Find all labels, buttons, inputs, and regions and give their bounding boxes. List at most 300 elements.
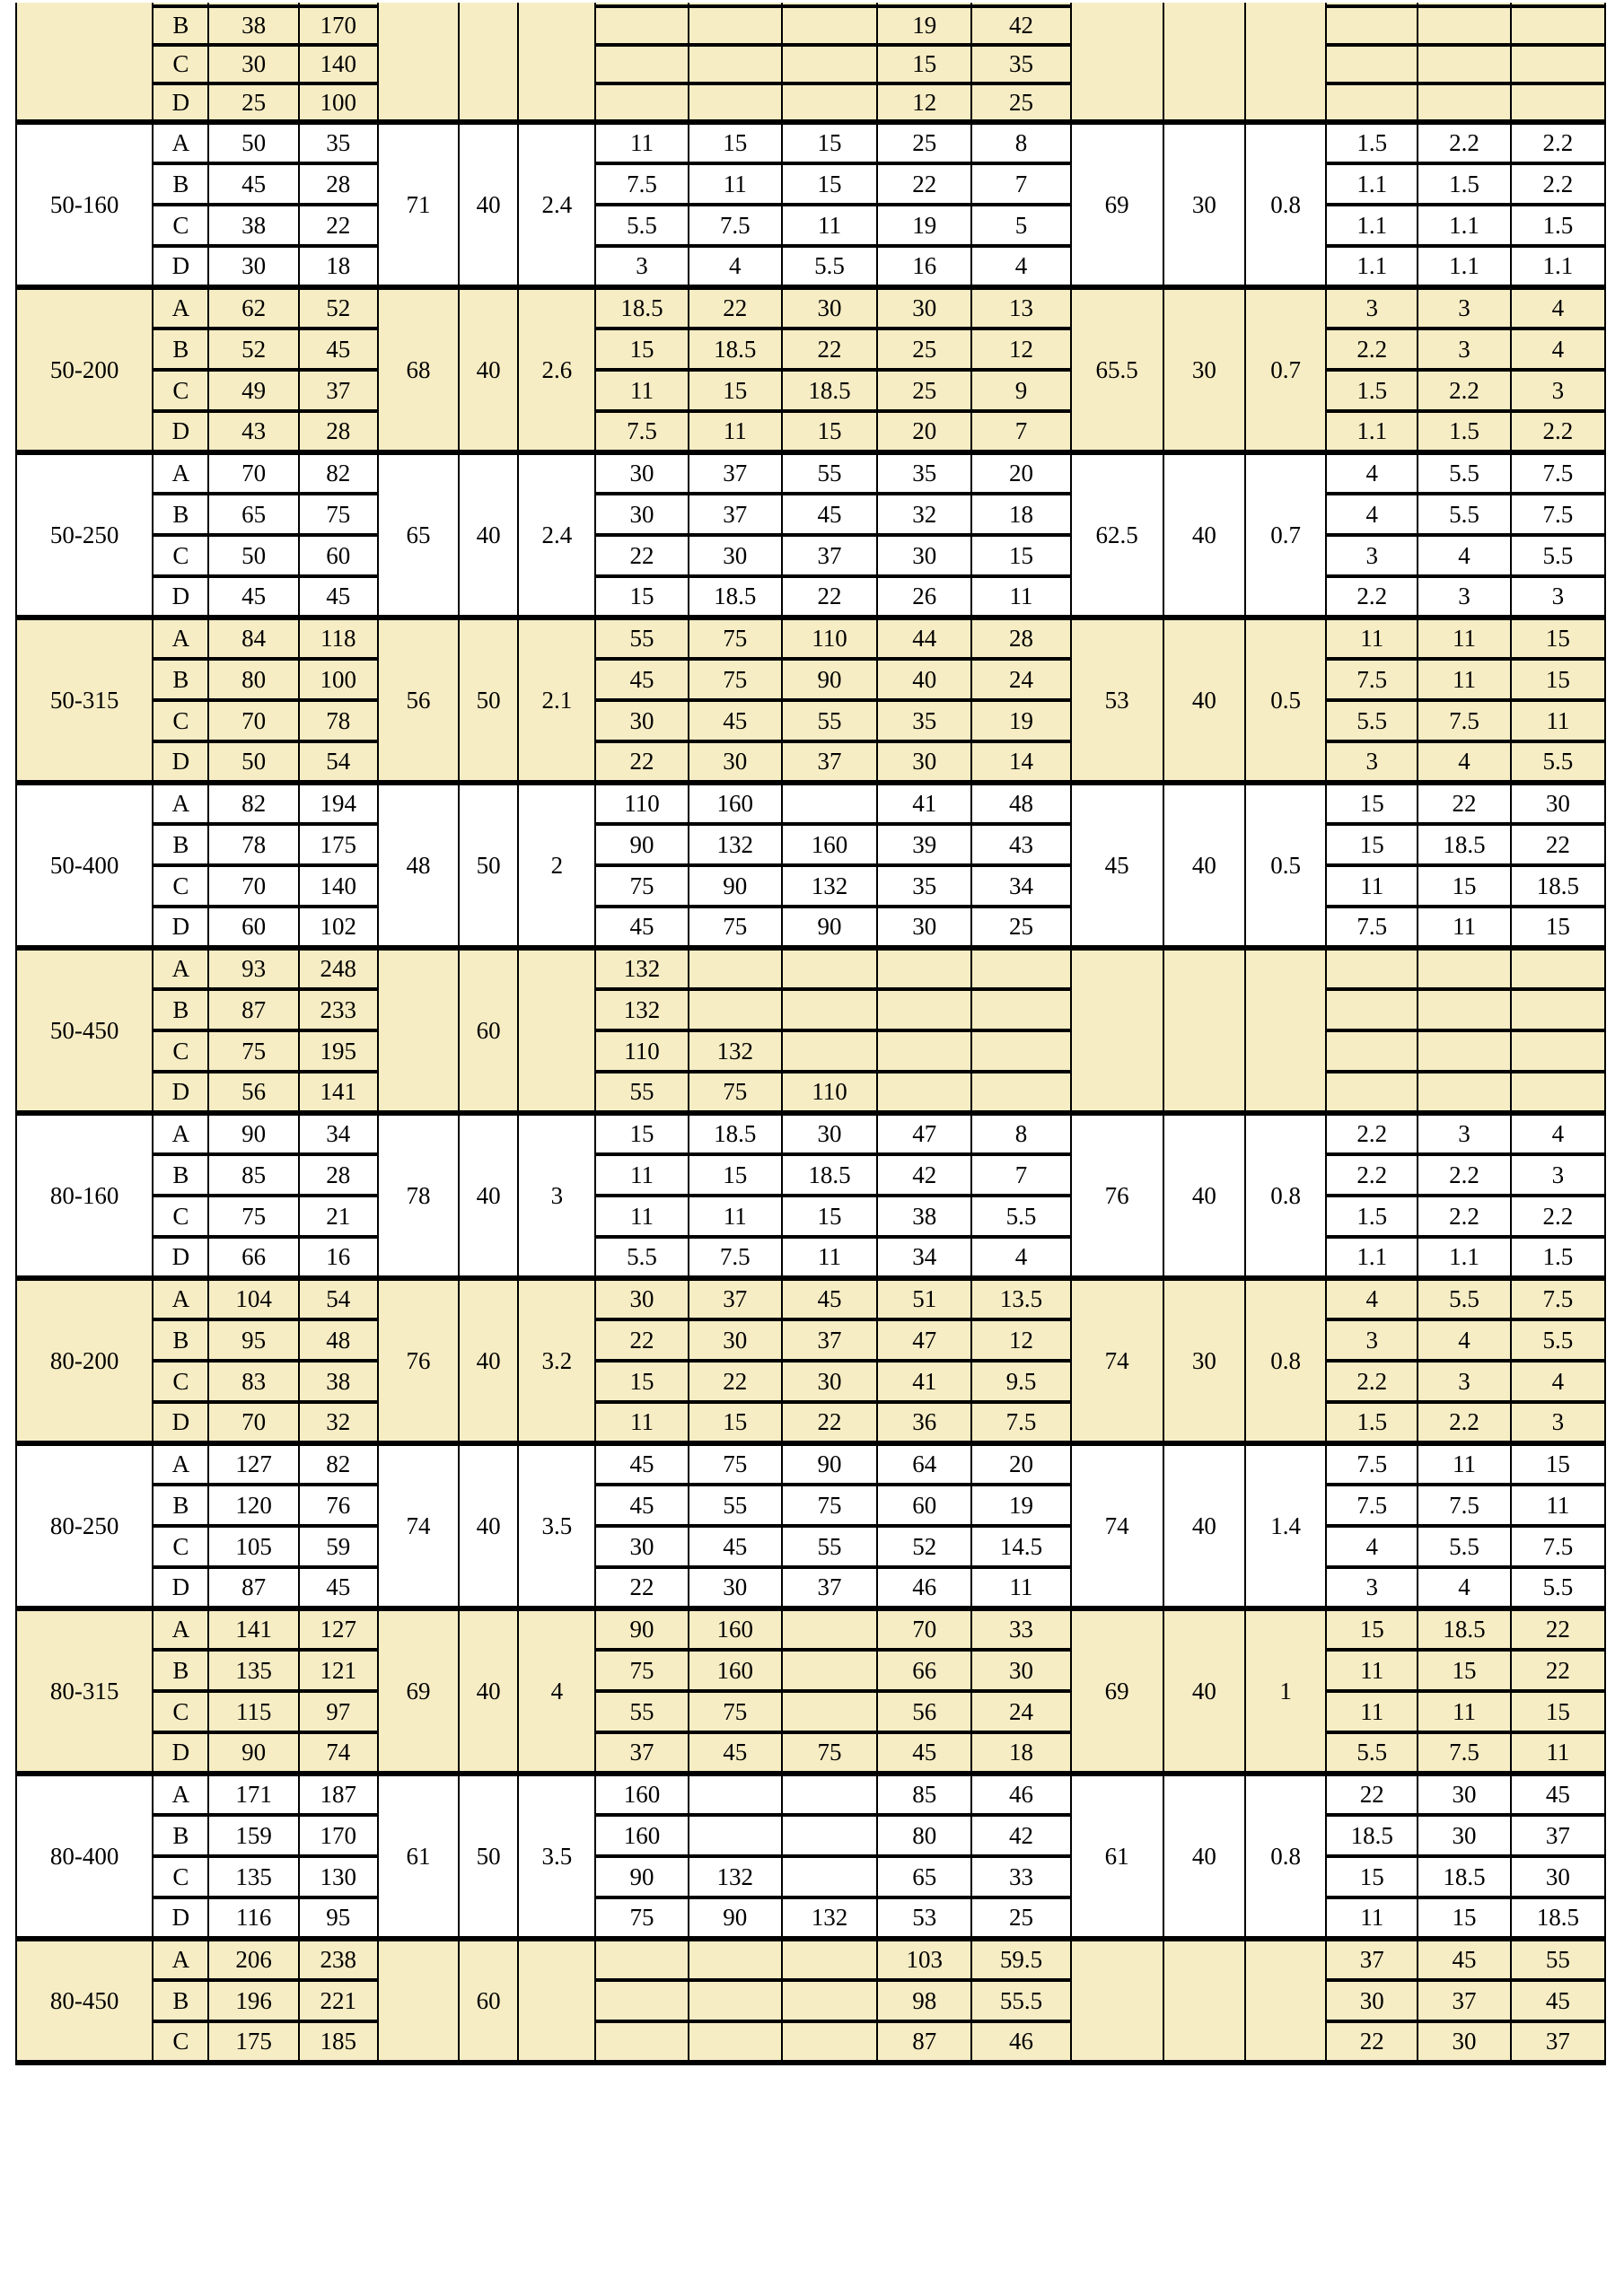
data-cell: 15 [1418, 865, 1510, 907]
data-cell [782, 2021, 877, 2063]
grade-cell: D [153, 1897, 208, 1939]
data-cell: 19 [971, 1485, 1070, 1526]
model-cell: 50-450 [16, 948, 153, 1113]
data-cell: 52 [299, 287, 378, 329]
data-cell: 45 [208, 163, 298, 205]
data-cell [1511, 6, 1605, 45]
table-row [16, 824, 1605, 865]
data-cell: 194 [299, 783, 378, 824]
data-cell [782, 45, 877, 83]
data-cell: 90 [689, 865, 782, 907]
data-cell: 3 [1418, 329, 1510, 370]
data-cell: 104 [208, 1278, 298, 1319]
data-cell: 2.2 [1418, 370, 1510, 411]
table-row [16, 1319, 1605, 1361]
merged-value-cell: 30 [1163, 287, 1245, 452]
data-cell [689, 948, 782, 989]
data-cell: 4 [1511, 329, 1605, 370]
data-cell: 5.5 [1418, 1278, 1510, 1319]
data-cell: 140 [299, 865, 378, 907]
data-cell: 7.5 [1418, 1485, 1510, 1526]
data-cell: 12 [971, 329, 1070, 370]
data-cell: 170 [299, 6, 378, 45]
data-cell: 75 [689, 618, 782, 659]
grade-cell: D [153, 1732, 208, 1774]
data-cell [782, 783, 877, 824]
data-cell: 135 [208, 1650, 298, 1691]
grade-cell: B [153, 329, 208, 370]
data-cell: 22 [689, 287, 782, 329]
data-cell: 34 [971, 865, 1070, 907]
data-cell: 15 [1418, 1897, 1510, 1939]
table-row [16, 452, 1605, 494]
grade-cell: B [153, 1650, 208, 1691]
merged-value-cell: 0.8 [1245, 122, 1326, 287]
data-cell: 82 [208, 783, 298, 824]
data-cell: 7.5 [1418, 700, 1510, 741]
data-cell: 19 [877, 205, 971, 246]
merged-value-cell: 40 [459, 452, 518, 618]
data-cell: 1.1 [1326, 411, 1418, 452]
table-row [16, 494, 1605, 535]
table-row [16, 1650, 1605, 1691]
data-cell: 95 [299, 1897, 378, 1939]
data-cell: 3 [595, 246, 688, 287]
data-cell: 26 [877, 576, 971, 618]
data-cell: 2.2 [1511, 122, 1605, 163]
data-cell: 2.2 [1418, 1196, 1510, 1237]
pump-spec-table [15, 3, 1606, 2065]
data-cell: 34 [299, 1113, 378, 1154]
merged-value-cell: 40 [1163, 1774, 1245, 1939]
table-row [16, 246, 1605, 287]
data-cell: 5.5 [595, 1237, 688, 1278]
data-cell: 90 [208, 1113, 298, 1154]
data-cell: 15 [1326, 1608, 1418, 1650]
merged-value-cell: 50 [459, 1774, 518, 1939]
data-cell: 41 [877, 783, 971, 824]
table-row [16, 287, 1605, 329]
data-cell: 39 [877, 824, 971, 865]
data-cell: 22 [782, 1402, 877, 1443]
data-cell: 55 [595, 1691, 688, 1732]
data-cell: 4 [1511, 1113, 1605, 1154]
merged-value-cell: 65 [378, 452, 459, 618]
data-cell: 2.2 [1326, 1154, 1418, 1196]
data-cell: 37 [1511, 2021, 1605, 2063]
data-cell [877, 1030, 971, 1072]
merged-value-cell: 2.4 [518, 452, 595, 618]
data-cell [1511, 948, 1605, 989]
data-cell: 3 [1418, 1113, 1510, 1154]
data-cell: 38 [208, 6, 298, 45]
data-cell: 118 [299, 618, 378, 659]
merged-value-cell: 74 [1071, 1443, 1163, 1608]
data-cell: 30 [595, 452, 688, 494]
data-cell: 103 [877, 1939, 971, 1980]
table-row [16, 1154, 1605, 1196]
data-cell: 4 [971, 1237, 1070, 1278]
data-cell: 55 [595, 1072, 688, 1113]
grade-cell: A [153, 452, 208, 494]
data-cell: 4 [1418, 1319, 1510, 1361]
table-row [16, 1774, 1605, 1815]
data-cell: 11 [971, 1567, 1070, 1608]
data-cell: 35 [877, 700, 971, 741]
data-cell: 90 [208, 1732, 298, 1774]
merged-value-cell: 50 [459, 783, 518, 948]
data-cell: 90 [595, 824, 688, 865]
data-cell: 70 [208, 700, 298, 741]
data-cell [971, 989, 1070, 1030]
data-cell: 11 [782, 205, 877, 246]
data-cell [971, 1030, 1070, 1072]
merged-value-cell: 0.7 [1245, 452, 1326, 618]
data-cell: 3 [1511, 1154, 1605, 1196]
data-cell: 90 [595, 1856, 688, 1897]
data-cell: 110 [782, 618, 877, 659]
data-cell: 18 [971, 494, 1070, 535]
data-cell: 45 [689, 700, 782, 741]
data-cell [782, 1608, 877, 1650]
merged-value-cell: 45 [1071, 783, 1163, 948]
data-cell: 11 [1326, 865, 1418, 907]
data-cell: 30 [1418, 1774, 1510, 1815]
data-cell: 18.5 [1418, 1608, 1510, 1650]
data-cell: 9.5 [971, 1361, 1070, 1402]
data-cell: 37 [689, 1278, 782, 1319]
data-cell: 30 [1326, 1980, 1418, 2021]
data-cell: 45 [689, 1732, 782, 1774]
data-cell: 115 [208, 1691, 298, 1732]
data-cell: 1.1 [1326, 163, 1418, 205]
data-cell: 55 [595, 618, 688, 659]
merged-value-cell [378, 3, 459, 122]
data-cell: 116 [208, 1897, 298, 1939]
data-cell: 3 [1418, 576, 1510, 618]
data-cell: 7.5 [1326, 1485, 1418, 1526]
data-cell: 2.2 [1418, 122, 1510, 163]
data-cell: 45 [299, 1567, 378, 1608]
data-cell: 19 [877, 6, 971, 45]
data-cell: 2.2 [1326, 576, 1418, 618]
grade-cell: A [153, 1443, 208, 1485]
data-cell: 7.5 [1511, 494, 1605, 535]
data-cell: 30 [1418, 2021, 1510, 2063]
data-cell: 18.5 [595, 287, 688, 329]
data-cell: 7.5 [1511, 1278, 1605, 1319]
data-cell: 130 [299, 1856, 378, 1897]
data-cell: 5.5 [595, 205, 688, 246]
data-cell: 37 [1326, 1939, 1418, 1980]
data-cell: 22 [595, 535, 688, 576]
merged-value-cell: 69 [1071, 1608, 1163, 1774]
data-cell: 87 [208, 1567, 298, 1608]
data-cell: 37 [782, 535, 877, 576]
data-cell: 11 [595, 1196, 688, 1237]
data-cell: 42 [971, 1815, 1070, 1856]
table-row [16, 741, 1605, 783]
data-cell: 75 [782, 1732, 877, 1774]
model-cell: 80-400 [16, 1774, 153, 1939]
data-cell: 45 [1418, 1939, 1510, 1980]
data-cell [1418, 45, 1510, 83]
data-cell: 65 [877, 1856, 971, 1897]
data-cell [595, 83, 688, 122]
data-cell: 8 [971, 122, 1070, 163]
data-cell [1326, 6, 1418, 45]
data-cell [782, 6, 877, 45]
merged-value-cell: 69 [378, 1608, 459, 1774]
data-cell: 127 [299, 1608, 378, 1650]
data-cell: 1.1 [1326, 1237, 1418, 1278]
data-cell: 37 [689, 494, 782, 535]
data-cell: 30 [595, 1278, 688, 1319]
table-row [16, 1856, 1605, 1897]
data-cell [782, 1856, 877, 1897]
data-cell: 50 [208, 741, 298, 783]
table-row [16, 618, 1605, 659]
data-cell: 33 [971, 1856, 1070, 1897]
data-cell: 93 [208, 948, 298, 989]
grade-cell: D [153, 907, 208, 948]
data-cell: 1.5 [1418, 163, 1510, 205]
table-row [16, 1196, 1605, 1237]
data-cell [1418, 989, 1510, 1030]
merged-value-cell: 71 [378, 122, 459, 287]
data-cell: 34 [877, 1237, 971, 1278]
data-cell [1326, 45, 1418, 83]
data-cell: 45 [595, 1485, 688, 1526]
data-cell [689, 989, 782, 1030]
merged-value-cell: 40 [459, 1278, 518, 1443]
data-cell [1511, 83, 1605, 122]
data-cell: 1.5 [1326, 370, 1418, 411]
data-cell: 5.5 [1511, 535, 1605, 576]
data-cell: 11 [782, 1237, 877, 1278]
table-row [16, 783, 1605, 824]
data-cell: 70 [208, 865, 298, 907]
data-cell: 11 [689, 411, 782, 452]
data-cell [689, 45, 782, 83]
grade-cell: B [153, 1319, 208, 1361]
data-cell: 90 [782, 1443, 877, 1485]
data-cell: 196 [208, 1980, 298, 2021]
data-cell: 3 [1326, 741, 1418, 783]
data-cell: 66 [208, 1237, 298, 1278]
grade-cell: C [153, 1196, 208, 1237]
data-cell: 15 [877, 45, 971, 83]
merged-value-cell: 2.1 [518, 618, 595, 783]
data-cell: 80 [877, 1815, 971, 1856]
model-cell: 50-400 [16, 783, 153, 948]
data-cell: 55 [782, 452, 877, 494]
data-cell [689, 2021, 782, 2063]
data-cell: 4 [1418, 741, 1510, 783]
merged-value-cell: 2.4 [518, 122, 595, 287]
data-cell [1511, 989, 1605, 1030]
data-cell: 15 [595, 576, 688, 618]
data-cell [689, 83, 782, 122]
data-cell: 248 [299, 948, 378, 989]
data-cell: 3 [1326, 1567, 1418, 1608]
data-cell: 90 [782, 659, 877, 700]
data-cell: 82 [299, 452, 378, 494]
grade-cell: A [153, 1113, 208, 1154]
data-cell: 97 [299, 1691, 378, 1732]
data-cell: 132 [689, 1030, 782, 1072]
data-cell: 75 [595, 1650, 688, 1691]
data-cell [971, 1072, 1070, 1113]
data-cell [877, 1072, 971, 1113]
data-cell: 66 [877, 1650, 971, 1691]
data-cell: 37 [595, 1732, 688, 1774]
data-cell: 15 [1511, 618, 1605, 659]
table-row [16, 122, 1605, 163]
data-cell: 14.5 [971, 1526, 1070, 1567]
data-cell: 46 [971, 2021, 1070, 2063]
grade-cell: B [153, 163, 208, 205]
data-cell: 74 [299, 1732, 378, 1774]
grade-cell: A [153, 1608, 208, 1650]
data-cell: 1.5 [1418, 411, 1510, 452]
data-cell: 160 [689, 1650, 782, 1691]
data-cell: 4 [971, 246, 1070, 287]
merged-value-cell: 40 [459, 1113, 518, 1278]
data-cell: 35 [299, 122, 378, 163]
table-row [16, 411, 1605, 452]
data-cell: 12 [877, 83, 971, 122]
grade-cell: A [153, 783, 208, 824]
data-cell: 52 [208, 329, 298, 370]
data-cell: 11 [595, 1402, 688, 1443]
data-cell: 4 [1326, 452, 1418, 494]
grade-cell: C [153, 535, 208, 576]
data-cell: 159 [208, 1815, 298, 1856]
data-cell: 30 [877, 535, 971, 576]
data-cell: 41 [877, 1361, 971, 1402]
data-cell: 3 [1418, 287, 1510, 329]
grade-cell: A [153, 948, 208, 989]
grade-cell: D [153, 576, 208, 618]
data-cell: 141 [299, 1072, 378, 1113]
model-cell: 80-450 [16, 1939, 153, 2063]
data-cell: 5.5 [1326, 700, 1418, 741]
table-row [16, 1361, 1605, 1402]
data-cell: 7.5 [1326, 907, 1418, 948]
data-cell: 75 [595, 1897, 688, 1939]
grade-cell: B [153, 1485, 208, 1526]
merged-value-cell [518, 1939, 595, 2063]
table-row [16, 1443, 1605, 1485]
data-cell: 30 [782, 1361, 877, 1402]
data-cell: 70 [877, 1608, 971, 1650]
merged-value-cell: 78 [378, 1113, 459, 1278]
merged-value-cell: 30 [1163, 1278, 1245, 1443]
data-cell: 7.5 [689, 205, 782, 246]
grade-cell: C [153, 370, 208, 411]
data-cell: 11 [1511, 1732, 1605, 1774]
table-row [16, 576, 1605, 618]
data-cell: 30 [689, 1567, 782, 1608]
data-cell: 56 [877, 1691, 971, 1732]
data-cell: 30 [689, 1319, 782, 1361]
data-cell: 46 [877, 1567, 971, 1608]
merged-value-cell: 0.5 [1245, 618, 1326, 783]
data-cell: 15 [782, 122, 877, 163]
data-cell: 60 [208, 907, 298, 948]
data-cell: 53 [877, 1897, 971, 1939]
table-row [16, 2021, 1605, 2063]
data-cell [595, 45, 688, 83]
data-cell: 160 [595, 1815, 688, 1856]
data-cell: 7.5 [1418, 1732, 1510, 1774]
data-cell [782, 989, 877, 1030]
data-cell: 171 [208, 1774, 298, 1815]
merged-value-cell: 2.6 [518, 287, 595, 452]
data-cell: 18.5 [689, 1113, 782, 1154]
data-cell [1326, 1072, 1418, 1113]
data-cell: 75 [782, 1485, 877, 1526]
data-cell: 13.5 [971, 1278, 1070, 1319]
data-cell: 11 [1418, 659, 1510, 700]
data-cell: 7 [971, 1154, 1070, 1196]
table-row [16, 1072, 1605, 1113]
data-cell [595, 1980, 688, 2021]
grade-cell: C [153, 45, 208, 83]
table-row [16, 205, 1605, 246]
data-cell: 4 [1418, 535, 1510, 576]
data-cell: 70 [208, 1402, 298, 1443]
merged-value-cell: 40 [459, 1443, 518, 1608]
data-cell: 35 [971, 45, 1070, 83]
table-row [16, 1237, 1605, 1278]
data-cell: 30 [1418, 1815, 1510, 1856]
model-cell: 80-200 [16, 1278, 153, 1443]
data-cell: 60 [299, 535, 378, 576]
data-cell: 38 [208, 205, 298, 246]
data-cell: 1.5 [1511, 205, 1605, 246]
merged-value-cell: 0.8 [1245, 1774, 1326, 1939]
data-cell: 3 [1511, 1402, 1605, 1443]
data-cell: 160 [689, 783, 782, 824]
data-cell: 55 [689, 1485, 782, 1526]
data-cell: 82 [299, 1443, 378, 1485]
data-cell [877, 948, 971, 989]
table-row [16, 1732, 1605, 1774]
grade-cell: C [153, 1030, 208, 1072]
merged-value-cell: 3 [518, 1113, 595, 1278]
data-cell: 18.5 [689, 576, 782, 618]
data-cell [1418, 83, 1510, 122]
data-cell: 5.5 [1418, 452, 1510, 494]
grade-cell: A [153, 122, 208, 163]
model-cell: 50-200 [16, 287, 153, 452]
data-cell: 55 [782, 1526, 877, 1567]
data-cell: 18.5 [1326, 1815, 1418, 1856]
data-cell: 100 [299, 659, 378, 700]
data-cell: 78 [208, 824, 298, 865]
data-cell: 2.2 [1511, 411, 1605, 452]
data-cell: 24 [971, 1691, 1070, 1732]
data-cell: 22 [299, 205, 378, 246]
merged-value-cell: 40 [459, 122, 518, 287]
data-cell: 83 [208, 1361, 298, 1402]
data-cell: 25 [877, 122, 971, 163]
data-cell [782, 1774, 877, 1815]
merged-value-cell: 2 [518, 783, 595, 948]
data-cell: 28 [299, 411, 378, 452]
